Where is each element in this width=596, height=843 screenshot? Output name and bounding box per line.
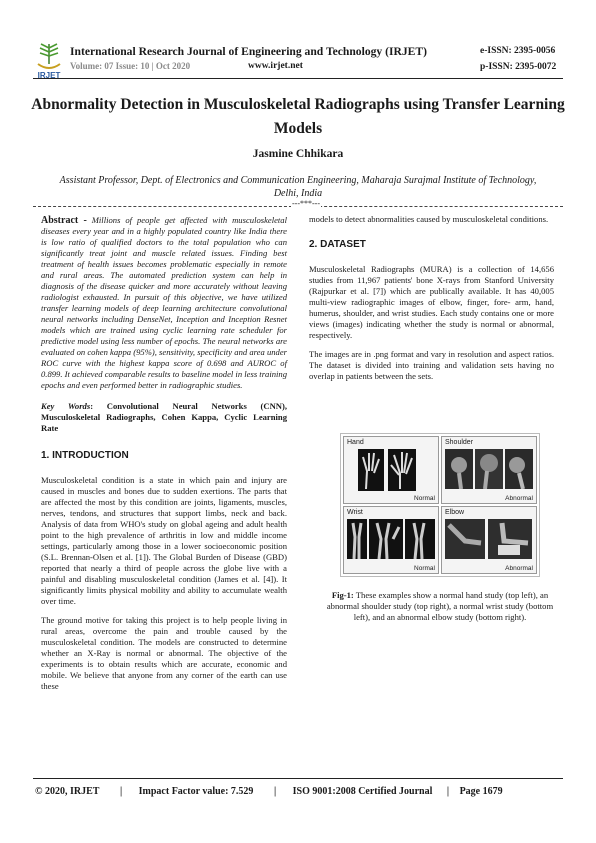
panel-title: Wrist (347, 509, 363, 516)
intro-paragraph-1: Musculoskeletal condition is a state in which pain and injury are caused in muscles and bones due to sudden exertions. The parts that are affected the most by this condition are joints, ligaments, muscles, nerves, tendons, and structures that support limbs, neck and back. Analysis of data from WHO's study on global ageing and adult health point to the high prevalence of arthritis in low and middle income settings, particularly among those in a lower socioeconomic position (S.L. Brennan-Olsen et al. [1]). The Global Burden of Disease (GBD) reported that nearly a third of people across the globe live with a painful and disabling musculoskeletal condition (James et al. [4]). It significantly limits physical mobility and ability to accumulate wealth over time. (41, 475, 287, 606)
figure-panel-shoulder (441, 436, 537, 504)
panel-title: Elbow (445, 509, 465, 516)
footer-page-number: Page 1679 (459, 786, 503, 797)
figure-panel-wrist (343, 506, 439, 574)
section-heading-dataset: 2. DATASET (309, 239, 366, 250)
abstract (41, 215, 287, 391)
panel-status: Abnormal (505, 565, 533, 572)
caption-text: These examples show a normal hand study (top left), an abnormal shoulder study (top right), a normal wrist study (bottom left), and an abnormal elbow study (bottom right). (326, 590, 554, 622)
left-column (41, 215, 287, 700)
keywords (41, 401, 287, 434)
author-affiliation: Assistant Professor, Dept. of Electronics and Communication Engineering, Maharaja Surajmal Institute of Technology, Delhi, India (59, 175, 537, 199)
figure-panel-elbow (441, 506, 537, 574)
continued-paragraph: models to detect abnormalities caused by musculoskeletal conditions. (309, 214, 549, 224)
panel-status: Normal (414, 565, 435, 572)
paper-title: Abnormality Detection in Musculoskeletal Radiographs using Transfer Learning Models (31, 96, 565, 137)
eissn: e-ISSN: 2395-0056 (480, 46, 556, 56)
footer-separator: | (119, 786, 123, 797)
xray-image (347, 519, 367, 559)
panel-title: Shoulder (445, 439, 474, 446)
abstract-text: Millions of people get affected with musculoskeletal diseases every year and in a highly populated country like India there is low ratio of qualified doctors to the total population who can significantly treat joint and muscle related issues. Finding best treatment of health issues becomes problematic especially in remote and rural areas. The automated prediction system can help in diagnosis of the disease quicker and more accurately without leaving radiologist exhausted. In pursuit of this objective, we have utilized transfer learning models of deep learning architecture convolutional neural networks including DenseNet, Inception and Inception Resnet models which are trained using cyclic learning rate scheduler for predictive model using less number of epochs. The neural networks are evaluated on cohen kappa (95%), sensitivity, specificity and area under ROC curve with the highest kappa score of 0.698 and AUROC of 0.899. It achieved comparable results to baseline model in less training epochs and even performed better in radiographic studies. (41, 215, 288, 390)
panel-status: Abnormal (505, 495, 533, 502)
website-link[interactable]: www.irjet.net (248, 61, 303, 71)
section-heading-introduction: 1. INTRODUCTION (41, 450, 129, 461)
xray-image (475, 449, 503, 489)
footer-copyright: © 2020, IRJET (35, 786, 100, 797)
volume-issue: Volume: 07 Issue: 10 | Oct 2020 (70, 61, 191, 71)
caption-label: Fig-1: (331, 590, 354, 600)
keywords-text: : Convolutional Neural Networks (CNN), Musculoskeletal Radiographs, Cohen Kappa, Cyclic Learning Rate (41, 401, 287, 433)
footer-impact-factor: Impact Factor value: 7.529 (138, 786, 254, 797)
page-footer (35, 786, 565, 797)
logo-text: IRJET (37, 71, 61, 80)
keywords-label: Key Words (41, 401, 91, 411)
xray-image (445, 519, 485, 559)
figure-caption (318, 590, 562, 623)
footer-divider (33, 778, 563, 779)
xray-image (405, 519, 435, 559)
xray-image (358, 449, 384, 491)
figure-1 (340, 433, 540, 577)
figure-panel-hand (343, 436, 439, 504)
xray-image (369, 519, 403, 559)
journal-name: International Research Journal of Engineering and Technology (IRJET) (70, 45, 427, 58)
xray-image (388, 449, 416, 491)
xray-image (505, 449, 533, 489)
header-divider (33, 78, 563, 79)
footer-separator: | (273, 786, 277, 797)
pissn: p-ISSN: 2395-0072 (480, 62, 557, 72)
author-name: Jasmine Chhikara (252, 148, 344, 160)
footer-iso: ISO 9001:2008 Certified Journal (292, 786, 433, 797)
dataset-paragraph-1: Musculoskeletal Radiographs (MURA) is a collection of 14,656 studies from 11,967 patients' bone X-rays from Stanford University (Rajpurkar et al. [7]) which are publically available. It has 40,005 multi-view radiographic images of elbow, finger, fore- arm, hand, humerus, shoulder, and wrist studies. Each study contains one or more views (images) indicating whether the study is normal or abnormal, respectively. (309, 264, 554, 340)
xray-image (488, 519, 532, 559)
intro-paragraph-2: The ground motive for taking this project is to help people living in rural areas, overcome the pain and trouble caused by the musculoskeletal condition. The models are constructed to determine whether an X-Ray is normal or abnormal. The objective of the experiments is to obtain results which are accurate, economic and mobile. We believe that anyone from any corner of the earth can use these (41, 615, 287, 691)
right-column (309, 214, 554, 390)
xray-image (445, 449, 473, 489)
dataset-paragraph-2: The images are in .png format and vary in resolution and aspect ratios. The dataset is divided into training and validation sets having no overlap in patients between the sets. (309, 349, 554, 381)
panel-title: Hand (347, 439, 364, 446)
journal-logo (34, 42, 64, 82)
abstract-label: Abstract - (41, 215, 87, 226)
panel-status: Normal (414, 495, 435, 502)
separator-stars: ---***--- (292, 199, 320, 208)
footer-separator: | (446, 786, 450, 797)
